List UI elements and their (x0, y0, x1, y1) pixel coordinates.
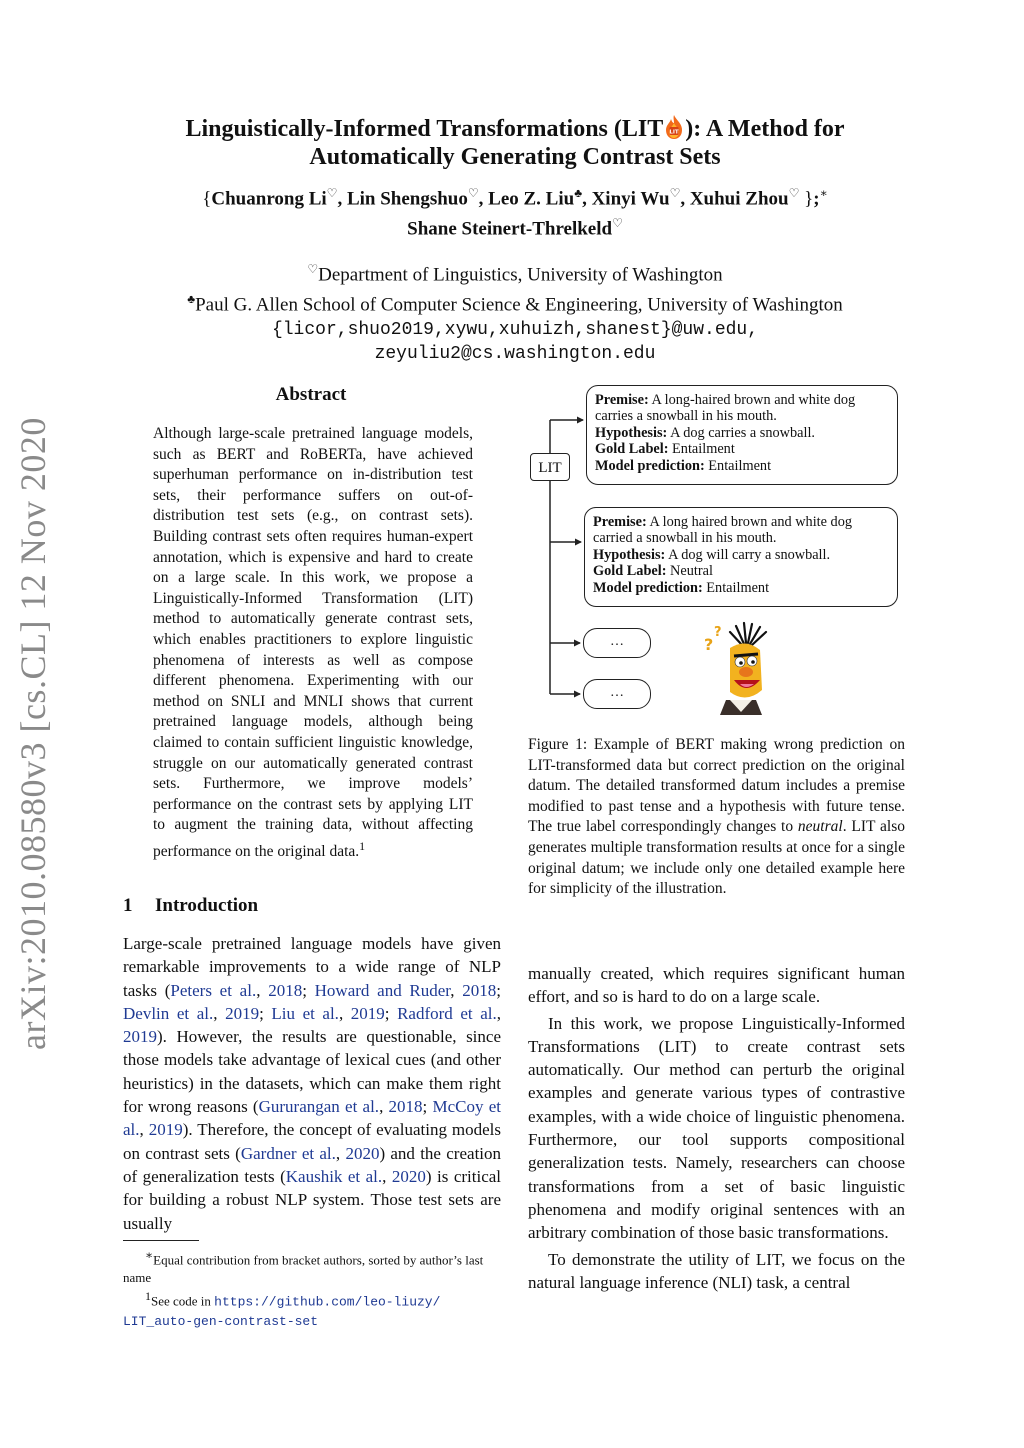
caption-text: Figure 1: Example of BERT making wrong prediction on LIT-transformed data but correct prediction on the original datum. The detailed transformed datum includes a premise modified to past tense and a hypothesis with future tense. The true label correspondingly changes to (528, 736, 905, 836)
footnote-text: Equal contribution from bracket authors, sorted by author’s last name (123, 1252, 484, 1286)
paper-title (120, 114, 910, 171)
author-name: Lin Shengshuo (346, 188, 468, 210)
author-mark: ♡ (467, 186, 479, 200)
author-mark: ♣ (574, 186, 583, 200)
citation-year-link[interactable]: 2019 (225, 1003, 260, 1023)
prediction-value: Entailment (702, 579, 770, 596)
abstract-text (153, 424, 473, 863)
body-paragraph: To demonstrate the utility of LIT, we focus on the natural language inference (NLI) task, a central (528, 1249, 905, 1292)
footnote-mark: 1 (145, 1289, 151, 1304)
body-paragraph: In this work, we propose Linguistically-Informed Transformations (LIT) to create contrast sets automatically. Our method can perturb the original examples and generate various types of contrastive examples, with a wide choice of linguistic phenomena. Furthermore, our tool supports compositional generalization tests. Namely, researchers can choose transformations from a set of basic linguistic phenomena and modify original sentences with an arbitrary combination of those basic transformations. (528, 1013, 905, 1243)
gold-value: Entailment (668, 441, 735, 458)
prediction-label: Model prediction: (595, 457, 705, 474)
section-heading-introduction (123, 895, 258, 917)
citation-link[interactable]: Gururangan et al. (258, 1097, 380, 1117)
prediction-label: Model prediction: (593, 579, 703, 596)
confused-bert-icon (700, 620, 780, 715)
affil-mark: ♣ (187, 292, 196, 307)
transformed-example-box (584, 507, 898, 607)
citation-link[interactable]: McCoy et al. (123, 1097, 502, 1140)
affiliations (100, 257, 930, 366)
author-emails-2: zeyuliu2@cs.washington.edu (374, 343, 656, 364)
affil-uw: Department of Linguistics, University of Washington (318, 264, 723, 286)
intro-text-segment: ) and the creation of generalization tests ( (123, 1143, 502, 1186)
citation-year-link[interactable]: 2019 (350, 1003, 385, 1023)
author-name: Chuanrong Li (211, 188, 327, 210)
citation-year-link[interactable]: 2019 (123, 1027, 157, 1047)
caption-text: . LIT also generates multiple transformation results at once for a single original datum; we include only one detailed example here for simplicity of the illustration. (528, 818, 905, 898)
citation-year-link[interactable]: 2018 (268, 980, 303, 1000)
more-examples-placeholder: … (583, 679, 651, 709)
author-mark: ♡ (669, 186, 681, 200)
affil-allen: Paul G. Allen School of Computer Science & Engineering, University of Washington (195, 294, 843, 316)
original-example-box (586, 385, 898, 485)
figure-1-caption (528, 735, 905, 900)
right-column-body (528, 962, 905, 1294)
author-close-brace: } (799, 188, 814, 210)
citation-link[interactable]: Gardner et al. (240, 1143, 336, 1163)
hypothesis-text: A dog carries a snowball. (667, 424, 815, 441)
section-number: 1 (123, 895, 133, 916)
citation-link[interactable]: Peters et al. (170, 980, 257, 1000)
introduction-paragraph: Large-scale pretrained language models have given remarkable improvements to a wide range of NLP tasks (Peters et al., 2018; Howard and Ruder, 2018; Devlin et al., 2019; Liu et al., 2019; Radford et al., 2019). However, the results are questionable, since those models take advantage of lexical cues (and other heuristics) in the datasets, which can make them right for wrong reasons (Gururangan et al., 2018; McCoy et al., 2019). Therefore, the concept of evaluating models on contrast sets (Gardner et al., 2020) and the creation of generalization tests (Kaushik et al., 2020) is critical for building a robust NLP system. Those test sets are usually (123, 934, 502, 1233)
abstract-body: Although large-scale pretrained language models, such as BERT and RoBERTa, have achieved superhuman performance on in-distribution test sets, their performance suffers on out-of-distribution test sets (e.g., on contrast sets). Building contrast sets often requires human-expert annotation, which is expensive and hard to create on a large scale. In this work, we propose a Linguistically-Informed Transformation (LIT) method to automatically generate contrast sets, which enables practitioners to explore linguistic phenomena of interests as well as compose different phenomena. Experimenting with our method on SNLI and MNLI shows that current pretrained language models, although being claimed to contain sufficient linguistic knowledge, struggle on our automatically generated contrast sets. Furthermore, we improve models’ performance on the contrast sets by applying LIT to augment the training data, without affecting performance on the original data. (153, 425, 473, 861)
author-name: Xinyi Wu (591, 188, 670, 210)
section-title: Introduction (155, 895, 259, 916)
gold-value: Neutral (666, 563, 713, 580)
code-url-link[interactable]: https://github.com/leo-liuzy/ (214, 1294, 441, 1310)
intro-text-segment: Large-scale pretrained language models have given remarkable improvements to a wide range of NLP tasks ( (123, 934, 501, 1000)
premise-label: Premise: (593, 514, 647, 530)
more-examples-placeholder: … (583, 628, 651, 658)
author-name: Leo Z. Liu (488, 188, 575, 210)
hypothesis-label: Hypothesis: (595, 424, 668, 441)
lit-transform-label: LIT (530, 453, 570, 481)
footnote-text: See code in (151, 1293, 215, 1309)
citation-year-link[interactable]: 2018 (388, 1097, 423, 1117)
abstract-heading: Abstract (275, 384, 347, 405)
gold-label: Gold Label: (595, 441, 669, 458)
author-list: {Chuanrong Li♡, Lin Shengshuo♡, Leo Z. Liu♣, Xinyi Wu♡, Xuhui Zhou♡ };∗ Shane Steinert-Threlkeld♡ (202, 186, 828, 240)
hypothesis-text: A dog will carry a snowball. (665, 546, 831, 563)
citation-year-link[interactable]: 2020 (345, 1143, 380, 1163)
citation-year-link[interactable]: 2018 (462, 980, 497, 1000)
intro-text-segment: ). Therefore, the concept of evaluating models on contrast sets ( (123, 1120, 501, 1163)
citation-link[interactable]: Radford et al. (397, 1003, 497, 1023)
body-paragraph: manually created, which requires significant human effort, and so is hard to do on a large scale. (528, 964, 905, 1007)
author-name: Xuhui Zhou (689, 188, 789, 210)
hypothesis-label: Hypothesis: (593, 546, 666, 563)
arxiv-identifier: arXiv:2010.08580v3 [cs.CL] 12 Nov 2020 (13, 417, 53, 1050)
footnote-ref[interactable]: 1 (359, 838, 366, 853)
gold-label: Gold Label: (593, 563, 667, 580)
fire-icon (663, 114, 685, 140)
citation-link[interactable]: Kaushik et al. (285, 1166, 383, 1186)
title-line1-a: Linguistically-Informed Transformations (LIT (185, 116, 664, 142)
intro-text-segment: ) is critical for building a robust NLP system. Those test sets are usually (123, 1166, 502, 1233)
author-mark: ♡ (612, 216, 623, 231)
author-mark: ♡ (788, 186, 800, 200)
footnote-code (123, 1287, 501, 1311)
title-line1-b: ): A Method for (685, 116, 845, 142)
citation-link[interactable]: Howard and Ruder (314, 980, 451, 1000)
citation-link[interactable]: Liu et al. (271, 1003, 339, 1023)
author-emails: {licor,shuo2019,xywu,xuhuizh,shanest}@uw.edu, (271, 319, 759, 340)
premise-text: A long haired brown and white dog carried a snowball in his mouth. (593, 514, 853, 547)
svg-text:?: ? (704, 635, 714, 654)
code-url-link-cont[interactable]: LIT_auto-gen-contrast-set (123, 1313, 319, 1329)
footnote-equal-contribution (123, 1246, 501, 1287)
svg-text:LIT: LIT (669, 129, 679, 136)
svg-text:?: ? (714, 625, 722, 640)
citation-link[interactable]: Devlin et al. (123, 1003, 214, 1023)
caption-emphasis: neutral (797, 818, 843, 836)
footnotes (123, 1246, 501, 1331)
equal-contribution-mark: ∗ (819, 186, 828, 200)
author-mark: ♡ (326, 186, 338, 200)
premise-label: Premise: (595, 392, 649, 408)
prediction-value: Entailment (704, 457, 772, 474)
footnote-mark: ∗ (145, 1248, 154, 1262)
citation-year-link[interactable]: 2019 (148, 1120, 183, 1140)
figure-1 (525, 380, 915, 725)
affil-mark: ♡ (307, 262, 319, 276)
intro-text-segment: ). However, the results are questionable, since those models take advantage of lexical cues (and other heuristics) in the datasets, which can make them right for wrong reasons ( (123, 1027, 501, 1117)
citation-year-link[interactable]: 2020 (391, 1166, 426, 1186)
author-name: Shane Steinert-Threlkeld (407, 218, 613, 240)
footnote-divider (123, 1240, 199, 1241)
author-open-brace: { (202, 188, 212, 210)
premise-text: A long-haired brown and white dog carries a snowball in his mouth. (595, 392, 856, 425)
title-line2: Automatically Generating Contrast Sets (309, 144, 721, 170)
